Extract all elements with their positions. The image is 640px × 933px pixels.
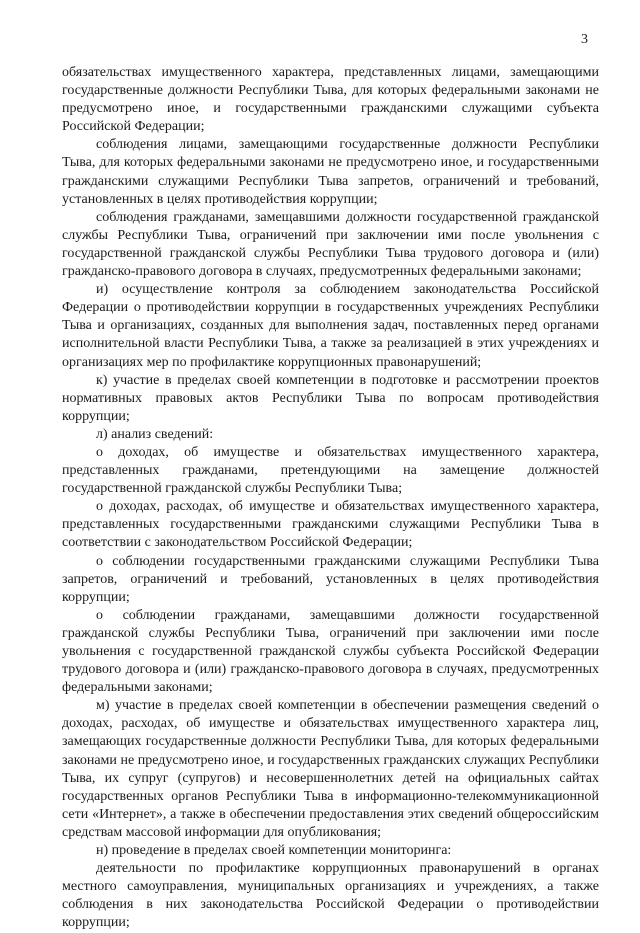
text-line: доходах, расходах, об имуществе и обязательствах имущественного характера лиц, bbox=[62, 716, 599, 732]
text-line: о соблюдении государственными гражданскими служащими Республики Тыва bbox=[96, 553, 599, 569]
text-line: Федерации о противодействии коррупции в государственных учреждениях Республики bbox=[62, 300, 599, 316]
text-line: трудового договора и (или) гражданско-правового договора в случаях, предусмотренных bbox=[62, 662, 599, 678]
text-line: гражданской службы Республики Тыва, ограничений при заключении ими после bbox=[62, 625, 599, 641]
text-line: местного самоуправления, муниципальных организациях и учреждениях, а также bbox=[62, 879, 599, 895]
text-line: н) проведение в пределах своей компетенции мониторинга: bbox=[96, 843, 452, 859]
text-line: обязательствах имущественного характера, представленных лицами, замещающими bbox=[62, 65, 599, 80]
text-line: о доходах, об имуществе и обязательствах имущественного характера, bbox=[96, 444, 599, 460]
text-line: замещающих государственные должности Республики Тыва, для которых федеральными bbox=[62, 734, 599, 750]
text-line: соответствии с законодательством Российской Федерации; bbox=[62, 535, 413, 551]
text-line: к) участие в пределах своей компетенции в подготовке и рассмотрении проектов bbox=[96, 372, 599, 388]
text-line: Тыва, для которых федеральными законами не предусмотрено иное, и государственными bbox=[62, 155, 599, 171]
text-line: и) осуществление контроля за соблюдением законодательства Российской bbox=[96, 282, 599, 298]
body-text bbox=[62, 64, 599, 933]
text-line: государственной гражданской службы Республики Тыва трудового договора и (или) bbox=[62, 245, 599, 261]
text-line: исполнительной власти Республики Тыва, а также за реализацией в этих учреждениях и bbox=[62, 336, 599, 352]
text-line: о доходах, расходах, об имуществе и обязательствах имущественного характера, bbox=[96, 499, 599, 515]
text-line: представленных гражданами, претендующими на замещение должностей bbox=[62, 463, 599, 479]
text-line: коррупции; bbox=[62, 408, 130, 424]
text-line: средствам массовой информации для опубликования; bbox=[62, 824, 382, 840]
text-line: предусмотрено иное, и государственными гражданскими служащими субъекта bbox=[62, 101, 599, 117]
text-line: установленных в целях противодействия коррупции; bbox=[62, 191, 378, 207]
text-line: нормативных правовых актов Республики Тыва по вопросам противодействия bbox=[62, 390, 599, 406]
page-number: 3 bbox=[581, 32, 588, 47]
text-line: государственных органов Республики Тыва в информационно-телекоммуникационной bbox=[62, 788, 599, 804]
text-line: соблюдения гражданами, замещавшими должности государственной гражданской bbox=[96, 209, 599, 225]
text-line: Российской Федерации; bbox=[62, 119, 205, 135]
text-line: коррупции; bbox=[62, 589, 130, 605]
text-line: о соблюдении гражданами, замещавшими должности государственной bbox=[96, 607, 599, 623]
text-line: Тыва, их супруг (супругов) и несовершеннолетних детей на официальных сайтах bbox=[62, 770, 599, 786]
text-line: Тыва и организациях, созданных для выполнения задач, поставленных перед органами bbox=[62, 318, 599, 334]
text-line: сети «Интернет», а также в обеспечении предоставления этих сведений общероссийским bbox=[62, 806, 599, 822]
text-line: деятельности по профилактике коррупционных правонарушений в органах bbox=[96, 861, 599, 877]
text-line: службы Республики Тыва, ограничений при заключении ими после увольнения с bbox=[62, 227, 599, 243]
text-line: гражданскими служащими Республики Тыва запретов, ограничений и требований, bbox=[62, 173, 599, 189]
text-line: законами не предусмотрено иное, и государственных гражданских служащих Республики bbox=[62, 752, 599, 768]
text-line: увольнения с государственной гражданской службы субъекта Российской Федерации bbox=[62, 644, 599, 659]
text-line: государственной гражданской службы Республики Тыва; bbox=[62, 481, 403, 497]
text-line: коррупции; bbox=[62, 915, 130, 931]
text-line: государственные должности Республики Тыва, для которых федеральными законами не bbox=[62, 83, 599, 99]
text-line: запретов, ограничений и требований, установленных в целях противодействия bbox=[62, 571, 599, 587]
text-line: гражданско-правового договора в случаях, предусмотренных федеральными законами; bbox=[62, 264, 582, 280]
text-line: организациях мер по профилактике коррупционных правонарушений; bbox=[62, 354, 482, 370]
text-line: соблюдения лицами, замещающими государственные должности Республики bbox=[96, 137, 599, 153]
text-line: л) анализ сведений: bbox=[96, 426, 214, 442]
text-line: федеральными законами; bbox=[62, 680, 213, 696]
text-line: м) участие в пределах своей компетенции в обеспечении размещения сведений о bbox=[96, 698, 599, 714]
text-line: соблюдения в них законодательства Российской Федерации о противодействии bbox=[62, 897, 599, 913]
text-line: представленных государственными гражданскими служащими Республики Тыва в bbox=[62, 517, 599, 533]
